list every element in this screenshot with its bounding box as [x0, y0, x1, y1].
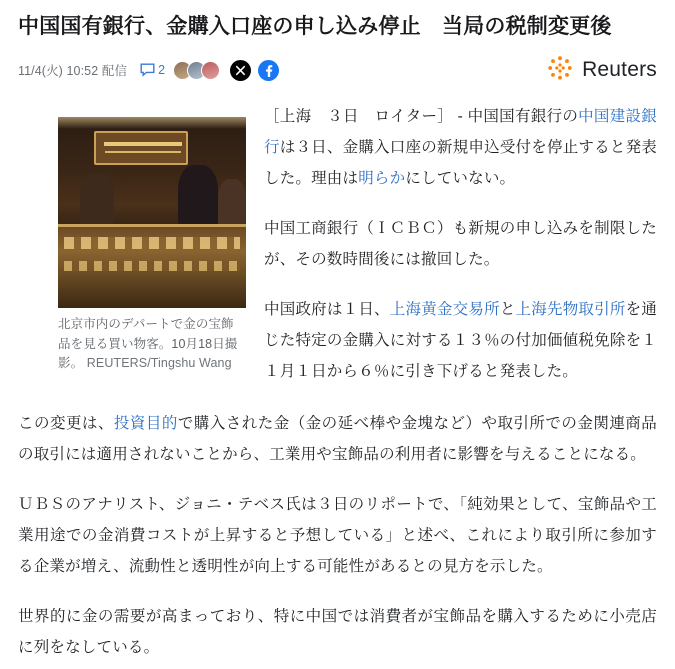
figure-caption-text: 北京市内のデパートで金の宝飾品を見る買い物客。10月18日撮影。	[58, 317, 238, 371]
avatar	[201, 61, 220, 80]
inline-link[interactable]: 上海先物取引所	[515, 301, 626, 319]
figure-credit: REUTERS/Tingshu Wang	[86, 356, 232, 371]
publish-date: 11/4(火) 10:52 配信	[18, 64, 128, 79]
article-figure	[58, 117, 246, 373]
inline-link[interactable]: 明らか	[358, 170, 406, 188]
article-image	[58, 117, 246, 308]
paragraph-text: この変更は、	[18, 415, 114, 433]
publisher-name: Reuters	[582, 58, 657, 82]
inline-link[interactable]: 投資目的	[113, 415, 178, 433]
publisher-brand	[547, 55, 657, 86]
comment-icon	[140, 63, 155, 77]
article-meta-row	[18, 57, 657, 83]
paragraph-text: 中国政府は１日、	[264, 301, 390, 319]
facebook-icon[interactable]	[258, 60, 279, 81]
x-icon[interactable]	[230, 60, 251, 81]
paragraph-text: にしていない。	[405, 170, 516, 188]
paragraph-text: 中国工商銀行（ＩＣＢＣ）も新規の申し込みを制限したが、その数時間後には撤回した。	[264, 220, 657, 269]
comment-count: 2	[158, 63, 166, 78]
share-buttons[interactable]	[230, 60, 279, 81]
paragraph-text: ［上海 ３日 ロイター］ - 中国国有銀行の	[264, 108, 579, 126]
comment-count-link[interactable]	[140, 63, 165, 77]
paragraph-text: で購入された金（金の延べ棒や金塊など）や取引所での金関連商品の取引には適用されないことから、工業用や宝飾品の利用者に影響を与えることになる。	[18, 415, 657, 464]
paragraph	[18, 601, 657, 663]
paragraph	[18, 408, 657, 470]
reuters-dots-logo	[547, 55, 573, 86]
paragraph-text: 世界的に金の需要が高まっており、特に中国では消費者が宝飾品を購入するために小売店に列をなしている。	[18, 608, 657, 657]
inline-link[interactable]: 上海黄金交易所	[389, 301, 500, 319]
paragraph-text: ＵＢＳのアナリスト、ジョニ・テベス氏は３日のリポートで、「純効果として、宝飾品や工業用途での金消費コストが上昇すると予想している」と述べ、これにより取引所に参加する企業が増え、流動性と透明性が向上する可能性があるとの見方を示した。	[18, 496, 657, 576]
paragraph-text: と	[499, 301, 516, 319]
article-body-lower	[18, 406, 657, 663]
paragraph	[18, 489, 657, 582]
paragraph-text: を通じた特定の金購入に対する１３％の付加価値税免除を１１月１日から６％に引き下げると発表した。	[264, 301, 658, 381]
article-body	[18, 101, 657, 669]
paragraph-text: は３日、金購入口座の新規申込受付を停止すると発表した。理由は	[264, 139, 658, 188]
figure-caption	[58, 315, 246, 373]
commenter-avatars[interactable]	[173, 61, 220, 80]
page-title: 中国国有銀行、金購入口座の申し込み停止 当局の税制変更後	[18, 15, 612, 38]
inline-link[interactable]: 中国建設銀行	[264, 108, 657, 157]
